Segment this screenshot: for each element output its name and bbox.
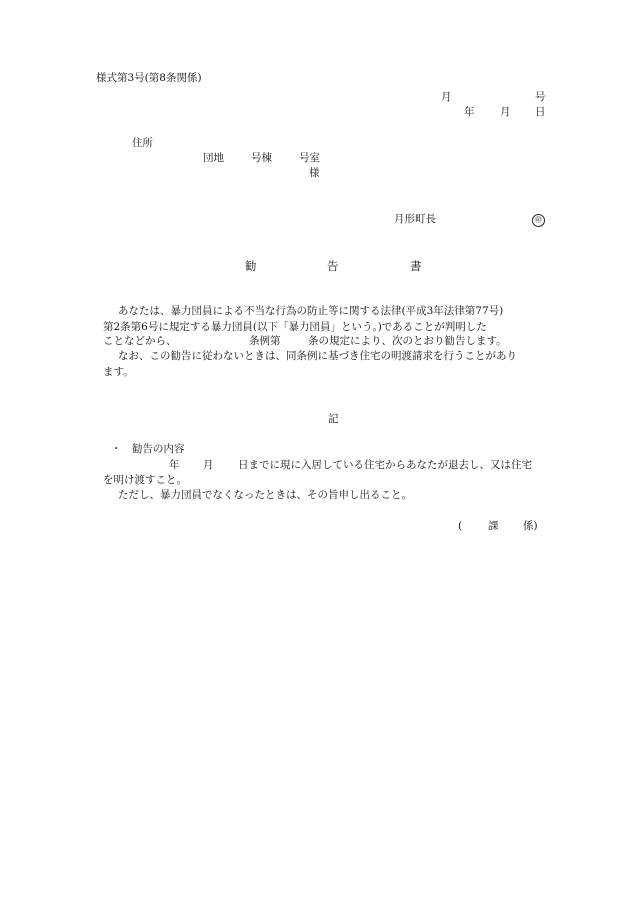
item-year: 年 [169,459,180,471]
date-year: 年 [464,106,475,118]
item-month: 月 [203,459,214,471]
building-label: 号棟 [251,152,272,164]
item-text-line1: 日までに現に入居している住宅からあなたが退去し、又は住宅 [238,459,532,471]
body-para1-line3c: 条の規定により、次のとおり勧告します。 [308,335,507,347]
body-para2-line1: なお、この勧告に従わないときは、同条例に基づき住宅の明渡請求を行うことがあり [118,350,517,362]
doc-number-month: 月 [441,91,452,103]
date-day: 日 [535,106,546,118]
title-char-3: 書 [410,259,422,273]
body-para1-line1: あなたは、暴力団員による不当な行為の防止等に関する法律(平成3年法律第77号) [118,305,504,317]
room-label: 号室 [299,152,320,164]
honorific: 様 [309,167,320,179]
item-text-line3: ただし、暴力団員でなくなったときは、その旨申し出ること。 [118,489,412,501]
address-label: 住所 [132,137,153,149]
footer-kakari: 係) [523,520,538,532]
item-heading: 勧告の内容 [132,443,185,455]
seal-icon: ㊞ [532,214,545,227]
body-para1-line2: 第2条第6号に規定する暴力団員(以下「暴力団員」という。)であることが判明した [103,321,487,333]
footer-ka: 課 [488,520,499,532]
title-char-2: 告 [327,259,339,273]
item-text-line2: を明け渡すこと。 [103,474,187,486]
body-para1-line3b: 条例第 [249,335,281,347]
seal-mark [532,212,545,227]
body-para2-line2: ます。 [103,366,134,378]
body-para1-line3a: ことなどから、 [103,335,177,347]
sender-name: 月形町長 [394,213,436,225]
footer-open-paren: ( [458,520,463,532]
doc-number-suffix: 号 [535,91,546,103]
title-char-1: 勧 [245,259,257,273]
ki-heading: 記 [328,413,339,425]
date-month: 月 [500,106,511,118]
danchi-label: 団地 [203,152,224,164]
item-bullet: ・ [111,443,122,455]
form-label: 様式第3号(第8条関係) [96,72,202,84]
